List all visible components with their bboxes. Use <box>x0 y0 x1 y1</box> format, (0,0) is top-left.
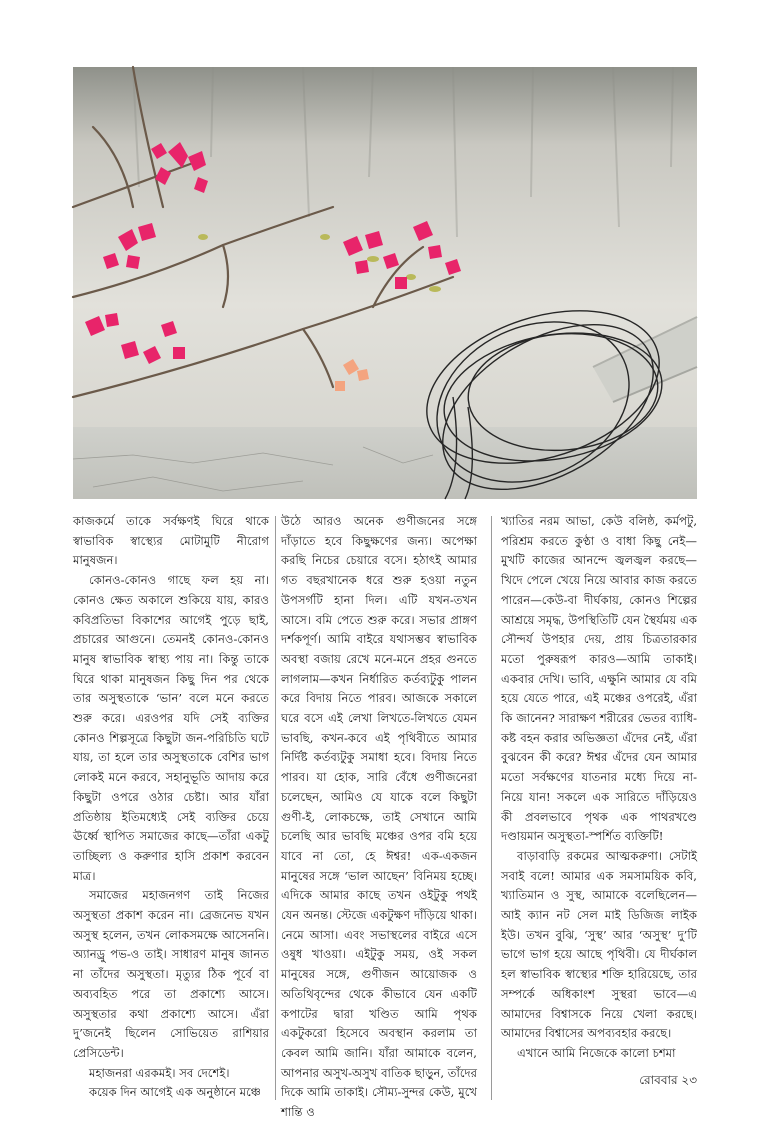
page-folio: রোববার ২৩ <box>639 1073 697 1087</box>
article-column-2 <box>281 512 477 1120</box>
bougainvillea-illustration <box>73 67 697 499</box>
paragraph: সমাজের মহাজনগণ তাই নিজের অসুস্থতা প্রকাশ করেন না। ব্রেজনেভ যখন অসুস্থ হলেন, তখন লোকসমক্ষে আসেননি। অ্যানড্রু পভ-ও তাই। সাধারণ মানুষ জানত না তাঁদের অসুস্থতা। মৃত্যুর ঠিক পূর্বে বা অব্যবহিত পরে তা প্রকাশ্যে আসে। অসুস্থতার কথা প্রকাশ্যে আসে। এঁরা দু’জনেই ছিলেন সোভিয়েত রাশিয়ার প্রেসিডেন্ট। <box>73 888 269 1060</box>
paragraph: বাড়াবাড়ি রকমের আত্মকরুণা। সেটাই সবাই বলে! আমার এক সমসাময়িক কবি, খ্যাতিমান ও সুস্থ, আমাকে বলেছিলেন—আই ক্যান নট সেল মাই ডিজিজ লাইক ইউ। তখন বুঝি, ‘সুস্থ’ আর ‘অসুস্থ’ দু’টি ভাগে ভাগ হয়ে আছে পৃথিবী। যে দীর্ঘকাল হল স্বাভাবিক স্বাস্থ্যের শক্তি হারিয়েছে, তার সম্পর্কে অধিকাংশ সুস্থরা ভাবে—এ আমাদের বিশ্বাসকে নিয়ে খেলা করছে। আমাদের বিশ্বাসের অপব্যবহার করছে। <box>501 848 697 1041</box>
article-column-1 <box>73 512 269 1104</box>
paragraph: কোনও-কোনও গাছে ফল হয় না। কোনও ক্ষেত অকালে শুকিয়ে যায়, কারও কবিপ্রতিভা বিকাশের আগেই পুড়ে ছাই, প্রচারের আগুনে। তেমনই কোনও-কোনও মানুষ স্বাভাবিক স্বাস্থ্য পায় না। কিন্তু তাকে ঘিরে থাকা মানুষজন কিছু দিন পর থেকে তার অসুস্থতাকে ‘ভান’ বলে মনে করতে শুরু করে। এরওপর যদি সেই ব্যক্তির কোনও শিল্পসূত্রে কিছুটা জন-পরিচিতি ঘটে যায়, তা হলে তার অসুস্থতাকে বেশির ভাগ লোকই মনে করবে, সহানুভূতি আদায় করে কিছুটা ওপরে ওঠার চেষ্টা। আর যাঁরা প্রতিষ্ঠায় ইতিমধ্যেই সেই ব্যক্তির চেয়ে ঊর্ধ্বে স্থাপিত সমাজের কাছে—তাঁরা একটু তাচ্ছিল্য ও করুণার হাসি প্রকাশ করবেন মাত্র। <box>73 573 269 883</box>
article-photo <box>73 67 697 499</box>
paragraph: উঠে আরও অনেক গুণীজনের সঙ্গে দাঁড়াতে হবে কিছুক্ষণের জন্য। অপেক্ষা করছি নিচের চেয়ারে বসে। হঠাৎই আমার গত বছরখানেক ধরে শুরু হওয়া নতুন উপসর্গটি হানা দিল। এটি যখন-তখন আসে। বমি পেতে শুরু করে। সভার প্রাঙ্গণ দর্শকপূর্ণ। আমি বাইরে যথাসম্ভব স্বাভাবিক অবস্থা বজায় রেখে মনে-মনে প্রহর গুনতে লাগলাম—কখন নির্ধারিত কর্তব্যটুকু পালন করে বিদায় নিতে পারব। আজকে সকালে ঘরে বসে এই লেখা লিখতে-লিখতে যেমন ভাবছি, কখন-কবে এই পৃথিবীতে আমার নির্দিষ্ট কর্তব্যটুকু সমাধা হবে। বিদায় নিতে পারব। যা হোক, সারি বেঁধে গুণীজনেরা চলেছেন, আমিও যে যাকে বলে কিছুটা গুণী-ই, লোকচক্ষে, তাই সেখানে আমি চলেছি আর ভাবছি মঞ্চের ওপর বমি হয়ে যাবে না তো, হে ঈশ্বর! এক-একজন মানুষের সঙ্গে ‘ভাল আছেন’ বিনিময় হচ্ছে। এদিকে আমার কাছে তখন ওইটুকু পথই যেন অনন্ত। স্টেজে একটুক্ষণ দাঁড়িয়ে থাকা। নেমে আসা। এবং সভাস্থলের বাইরে এসে ওষুধ খাওয়া। এইটুকু সময়, ওই সকল মানুষের সঙ্গে, গুণীজন আয়োজক ও অতিথিবৃন্দের থেকে কীভাবে যেন একটি কপাটের দ্বারা খণ্ডিত আমি পৃথক একটুকরো হিসেবে অবস্থান করলাম তা কেবল আমি জানি। যাঁরা আমাকে বলেন, আপনার অসুখ-অসুখ বাতিক ছাড়ুন, তাঁদের দিকে আমি তাকাই। সৌম্য-সুন্দর কেউ, মুখে শান্তি ও <box>281 514 477 1120</box>
paragraph: মহাজনরা এরকমই। সব দেশেই। <box>89 1065 230 1080</box>
paragraph: কাজকর্মে তাকে সর্বক্ষণই ঘিরে থাকে স্বাভাবিক স্বাস্থ্যের মোটামুটি নীরোগ মানুষজন। <box>73 514 269 568</box>
paragraph: খ্যাতির নরম আভা, কেউ বলিষ্ঠ, কর্মপটু, পরিশ্রম করতে কুণ্ঠা ও বাধা কিছু নেই—মুখটি কাজের আনন্দে জ্বলজ্বল করছে—খিদে পেলে খেয়ে নিয়ে আবার কাজ করতে পারেন—কেউ-বা দীর্ঘকায়, কোনও শিল্পের আশ্রয়ে সমৃদ্ধ, উপস্থিতিটি যেন স্থৈর্যময় এক সৌন্দর্য উপহার দেয়, প্রায় চিত্রতারকার মতো পুরুষরূপ কারও—আমি তাকাই। একবার দেখি। ভাবি, এক্ষুনি আমার যে বমি হয়ে যেতে পারে, এই মঞ্চের ওপরেই, এঁরা কি জানেন? সারাক্ষণ শরীরের ভেতর ব্যাধি-কষ্ট বহন করার অভিজ্ঞতা এঁদের নেই, এঁরা বুঝবেন কী করে? ঈশ্বর এঁদের যেন আমার মতো সর্বক্ষণের যাতনার মধ্যে দিয়ে না-নিয়ে যান! সকলে এক সারিতে দাঁড়িয়েও কী প্রবলভাবে পৃথক এক পাথরখণ্ডে দণ্ডায়মান অসুস্থতা-স্পর্শিত ব্যক্তিটি! <box>501 514 697 844</box>
paragraph: এখানে আমি নিজেকে কালো চশমা <box>517 1045 676 1060</box>
article-column-3 <box>501 512 697 1104</box>
floor-ledge <box>73 427 697 499</box>
column-divider <box>491 516 492 1100</box>
paragraph: কয়েক দিন আগেই এক অনুষ্ঠানে মঞ্চে <box>89 1085 261 1100</box>
article-body <box>73 512 697 1120</box>
column-divider <box>275 516 276 1100</box>
